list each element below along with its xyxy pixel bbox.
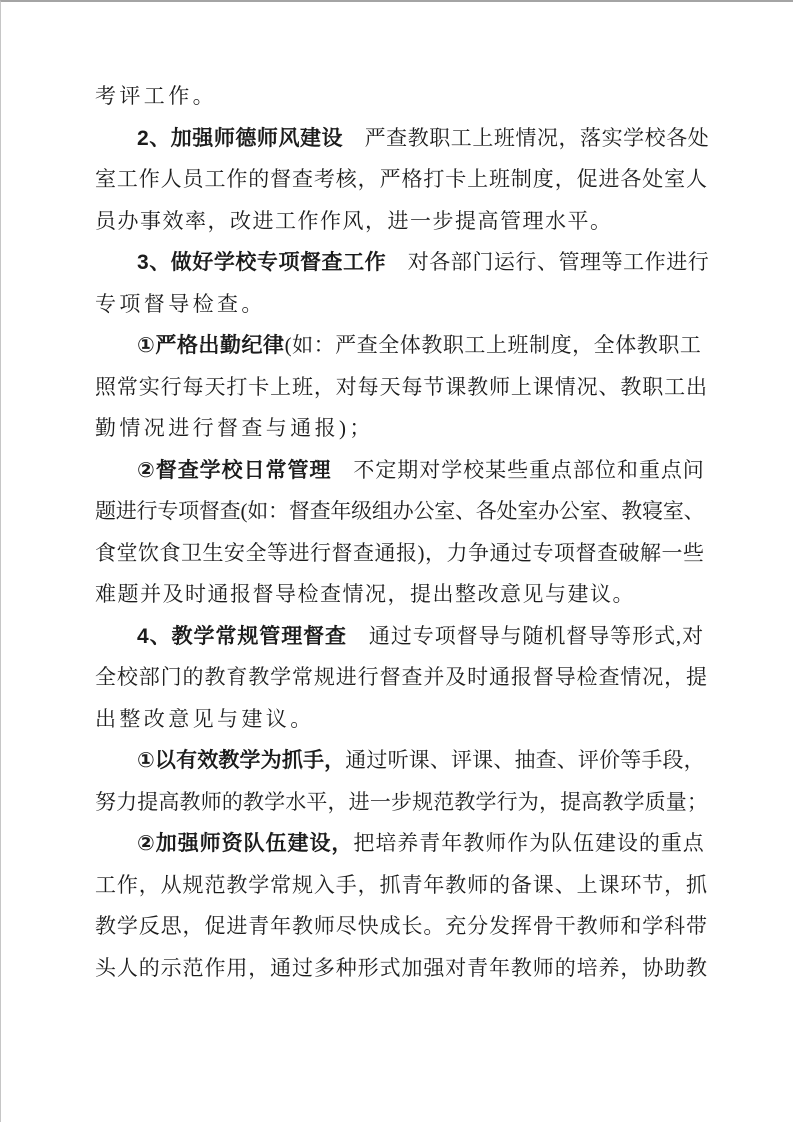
text-line-1 [95, 76, 708, 118]
text-line-15 [95, 657, 708, 699]
heading-text: ②加强师资队伍建设， [137, 832, 354, 855]
body-text: 难题并及时通报督导检查情况，提出整改意见与建议。 [95, 582, 635, 606]
body-text: 努力提高教师的教学水平，进一步规范教学行为，提高教学质量； [95, 789, 709, 814]
text-line-18 [95, 782, 708, 824]
text-line-3 [95, 159, 708, 201]
body-text: 不定期对学校某些重点部位和重点问 [331, 457, 705, 482]
document-text-block [95, 76, 708, 989]
body-text: 照常实行每天打卡上班，对每天每节课教师上课情况、教职工出 [95, 374, 708, 399]
body-text: 严查教职工上班情况，落实学校各处 [343, 125, 710, 150]
text-line-10 [95, 450, 708, 492]
heading-text: ①严格出勤纪律 [137, 334, 285, 357]
body-text: 专项督导检查。 [95, 291, 266, 316]
body-text: 勤情况进行督查与通报)； [95, 416, 374, 440]
body-text: 考评工作。 [95, 84, 217, 108]
body-text: 全校部门的教育教学常规进行督查并及时通报督导检查情况，提 [95, 665, 708, 689]
text-line-14 [95, 616, 708, 658]
text-line-6 [95, 284, 708, 326]
text-line-16 [95, 699, 708, 741]
text-line-8 [95, 367, 708, 409]
body-text: 题进行专项督查(如：督查年级组办公室、各处室办公室、教寝室、 [95, 499, 705, 523]
text-line-2 [95, 118, 708, 160]
text-line-22 [95, 948, 708, 990]
text-line-11 [95, 491, 708, 533]
text-line-19 [95, 823, 708, 865]
text-line-9 [95, 408, 708, 450]
text-line-17 [95, 740, 708, 782]
body-text: 室工作人员工作的督查考核，严格打卡上班制度，促进各处室人 [95, 167, 708, 191]
body-text: 通过听课、评课、抽查、评价等手段， [345, 748, 705, 772]
body-text: 头人的示范作用，通过多种形式加强对青年教师的培养，协助教 [95, 955, 708, 980]
text-line-4 [95, 201, 708, 243]
text-line-20 [95, 865, 708, 907]
body-text: 教学反思，促进青年教师尽快成长。充分发挥骨干教师和学科带 [95, 914, 708, 938]
heading-text: 3、做好学校专项督查工作 [137, 251, 387, 274]
heading-text: 2、加强师德师风建设 [137, 126, 344, 150]
body-text: 把培养青年教师作为队伍建设的重点 [353, 831, 705, 855]
text-line-12 [95, 533, 708, 575]
body-text: (如：严查全体教职工上班制度，全体教职工 [284, 333, 702, 357]
body-text: 对各部门运行、管理等工作进行 [386, 250, 710, 274]
body-text: 食堂饮食卫生安全等进行督查通报)，力争通过专项督查破解一些 [95, 540, 705, 565]
heading-text: ②督查学校日常管理 [137, 458, 332, 482]
body-text: 出整改意见与建议。 [95, 706, 315, 731]
body-text: 工作，从规范教学常规入手，抓青年教师的备课、上课环节，抓 [95, 872, 708, 897]
text-line-7 [95, 325, 708, 367]
text-line-21 [95, 906, 708, 948]
text-line-5 [95, 242, 708, 284]
text-line-13 [95, 574, 708, 616]
heading-text: 4、教学常规管理督查 [137, 624, 347, 648]
body-text: 员办事效率，改进工作作风，进一步提高管理水平。 [95, 208, 613, 233]
heading-text: ①以有效教学为抓手， [137, 749, 346, 772]
body-text: 通过专项督导与随机督导等形式,对 [346, 623, 705, 648]
